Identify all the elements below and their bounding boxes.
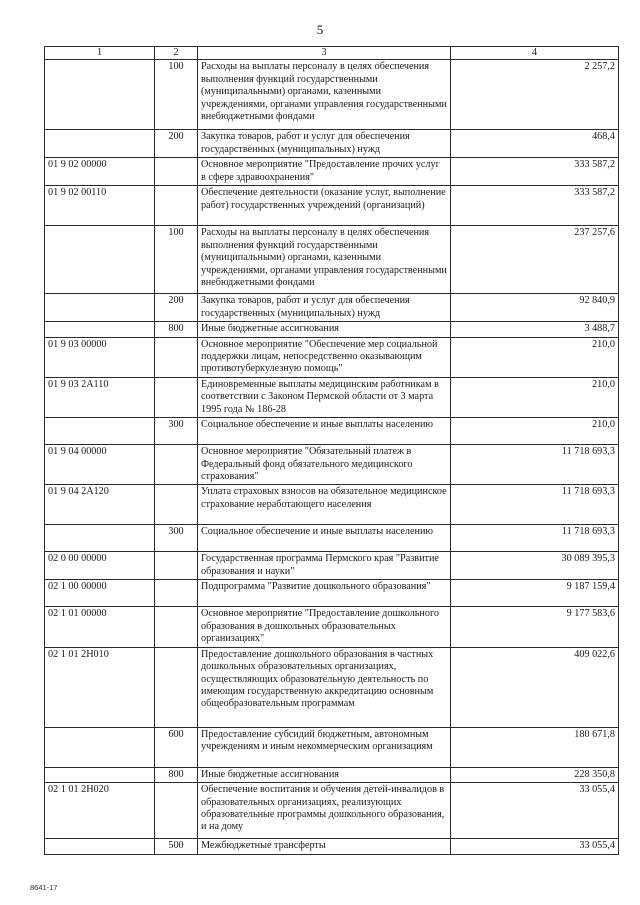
- row-code: 02 1 01 00000: [45, 607, 155, 647]
- column-number-2: 2: [155, 47, 198, 60]
- column-number-row: [45, 47, 619, 60]
- table-row: [45, 485, 619, 525]
- row-amount: 9 187 159,4: [451, 580, 619, 607]
- column-number-4: 4: [451, 47, 619, 60]
- row-amount: 30 089 395,3: [451, 552, 619, 580]
- document-code: 8641-17: [30, 883, 58, 892]
- row-amount: 92 840,9: [451, 294, 619, 322]
- row-code: [45, 525, 155, 552]
- row-expense-type: [155, 377, 198, 417]
- table-row: [45, 445, 619, 485]
- row-expense-type: 100: [155, 60, 198, 130]
- table-row: [45, 130, 619, 158]
- row-expense-type: [155, 552, 198, 580]
- row-amount: 11 718 693,3: [451, 485, 619, 525]
- budget-table-body: [45, 47, 619, 855]
- row-name: Основное мероприятие "Обязательный платеж в Федеральный фонд обязательного медицинского страхования": [198, 445, 451, 485]
- row-amount: 333 587,2: [451, 158, 619, 186]
- row-expense-type: [155, 186, 198, 226]
- row-amount: 33 055,4: [451, 783, 619, 839]
- row-expense-type: 100: [155, 226, 198, 294]
- table-row: [45, 839, 619, 854]
- row-name: Иные бюджетные ассигнования: [198, 322, 451, 337]
- row-name: Основное мероприятие "Обеспечение мер социальной поддержки лицам, непосредственно оказывающим противотуберкулезную помощь": [198, 337, 451, 377]
- row-amount: 3 488,7: [451, 322, 619, 337]
- row-name: Социальное обеспечение и иные выплаты населению: [198, 418, 451, 445]
- column-number-1: 1: [45, 47, 155, 60]
- row-amount: 9 177 583,6: [451, 607, 619, 647]
- row-code: 01 9 03 2А110: [45, 377, 155, 417]
- row-amount: 333 587,2: [451, 186, 619, 226]
- row-code: [45, 60, 155, 130]
- row-code: 01 9 02 00000: [45, 158, 155, 186]
- row-amount: 180 671,8: [451, 727, 619, 767]
- row-amount: 210,0: [451, 418, 619, 445]
- row-name: Социальное обеспечение и иные выплаты населению: [198, 525, 451, 552]
- row-name: Иные бюджетные ассигнования: [198, 767, 451, 782]
- row-code: 02 0 00 00000: [45, 552, 155, 580]
- row-expense-type: 300: [155, 418, 198, 445]
- table-row: [45, 767, 619, 782]
- row-expense-type: [155, 580, 198, 607]
- row-amount: 11 718 693,3: [451, 525, 619, 552]
- row-expense-type: [155, 607, 198, 647]
- row-expense-type: 800: [155, 767, 198, 782]
- row-code: [45, 130, 155, 158]
- table-row: [45, 294, 619, 322]
- row-amount: 33 055,4: [451, 839, 619, 854]
- row-name: Основное мероприятие "Предоставление дошкольного образования в дошкольных образовательных организациях": [198, 607, 451, 647]
- row-name: Расходы на выплаты персоналу в целях обеспечения выполнения функций государственными (муниципальными) органами, казенными учреждениями, органами управления государственными внебюджетными фондами: [198, 60, 451, 130]
- row-amount: 2 257,2: [451, 60, 619, 130]
- row-expense-type: [155, 783, 198, 839]
- table-row: [45, 607, 619, 647]
- table-row: [45, 158, 619, 186]
- table-row: [45, 552, 619, 580]
- row-name: Обеспечение воспитания и обучения детей-инвалидов в образовательных организациях, реализующих образовательные программы дошкольного образования, и на дому: [198, 783, 451, 839]
- row-code: 02 1 00 00000: [45, 580, 155, 607]
- table-row: [45, 580, 619, 607]
- row-code: [45, 727, 155, 767]
- table-row: [45, 322, 619, 337]
- row-code: [45, 767, 155, 782]
- row-code: 01 9 03 00000: [45, 337, 155, 377]
- table-row: [45, 377, 619, 417]
- row-code: 02 1 01 2Н020: [45, 783, 155, 839]
- row-amount: 11 718 693,3: [451, 445, 619, 485]
- row-expense-type: [155, 647, 198, 727]
- budget-table: [44, 46, 619, 855]
- row-code: [45, 322, 155, 337]
- column-number-3: 3: [198, 47, 451, 60]
- row-name: Обеспечение деятельности (оказание услуг, выполнение работ) государственных учреждений (организаций): [198, 186, 451, 226]
- row-code: [45, 418, 155, 445]
- row-amount: 409 022,6: [451, 647, 619, 727]
- table-row: [45, 727, 619, 767]
- row-amount: 468,4: [451, 130, 619, 158]
- row-expense-type: 500: [155, 839, 198, 854]
- row-expense-type: 300: [155, 525, 198, 552]
- table-row: [45, 226, 619, 294]
- row-name: Подпрограмма "Развитие дошкольного образования": [198, 580, 451, 607]
- row-name: Закупка товаров, работ и услуг для обеспечения государственных (муниципальных) нужд: [198, 130, 451, 158]
- row-expense-type: 200: [155, 294, 198, 322]
- row-amount: 237 257,6: [451, 226, 619, 294]
- row-code: [45, 294, 155, 322]
- table-row: [45, 186, 619, 226]
- table-row: [45, 783, 619, 839]
- row-amount: 210,0: [451, 337, 619, 377]
- table-row: [45, 525, 619, 552]
- row-code: [45, 226, 155, 294]
- row-name: Предоставление дошкольного образования в частных дошкольных образовательных организациях, осуществляющих образовательную деятельность по имеющим государственную аккредитацию основным общеобразовательным программам: [198, 647, 451, 727]
- row-name: Закупка товаров, работ и услуг для обеспечения государственных (муниципальных) нужд: [198, 294, 451, 322]
- row-expense-type: [155, 158, 198, 186]
- row-name: Предоставление субсидий бюджетным, автономным учреждениям и иным некоммерческим организациям: [198, 727, 451, 767]
- row-code: 02 1 01 2Н010: [45, 647, 155, 727]
- row-name: Единовременные выплаты медицинским работникам в соответствии с Законом Пермской области от 3 марта 1995 года № 186-28: [198, 377, 451, 417]
- row-code: 01 9 04 2А120: [45, 485, 155, 525]
- row-expense-type: 600: [155, 727, 198, 767]
- row-amount: 228 350,8: [451, 767, 619, 782]
- row-name: Государственная программа Пермского края "Развитие образования и науки": [198, 552, 451, 580]
- row-name: Уплата страховых взносов на обязательное медицинское страхование неработающего населения: [198, 485, 451, 525]
- row-expense-type: [155, 337, 198, 377]
- row-name: Расходы на выплаты персоналу в целях обеспечения выполнения функций государственными (муниципальными) органами, казенными учреждениями, органами управления государственными внебюджетными фондами: [198, 226, 451, 294]
- table-row: [45, 418, 619, 445]
- table-row: [45, 60, 619, 130]
- row-code: [45, 839, 155, 854]
- row-expense-type: 800: [155, 322, 198, 337]
- table-row: [45, 647, 619, 727]
- row-expense-type: 200: [155, 130, 198, 158]
- row-expense-type: [155, 445, 198, 485]
- row-code: 01 9 04 00000: [45, 445, 155, 485]
- row-amount: 210,0: [451, 377, 619, 417]
- page-number: 5: [316, 22, 324, 37]
- row-expense-type: [155, 485, 198, 525]
- table-row: [45, 337, 619, 377]
- row-name: Основное мероприятие "Предоставление прочих услуг в сфере здравоохранения": [198, 158, 451, 186]
- row-name: Межбюджетные трансферты: [198, 839, 451, 854]
- row-code: 01 9 02 00110: [45, 186, 155, 226]
